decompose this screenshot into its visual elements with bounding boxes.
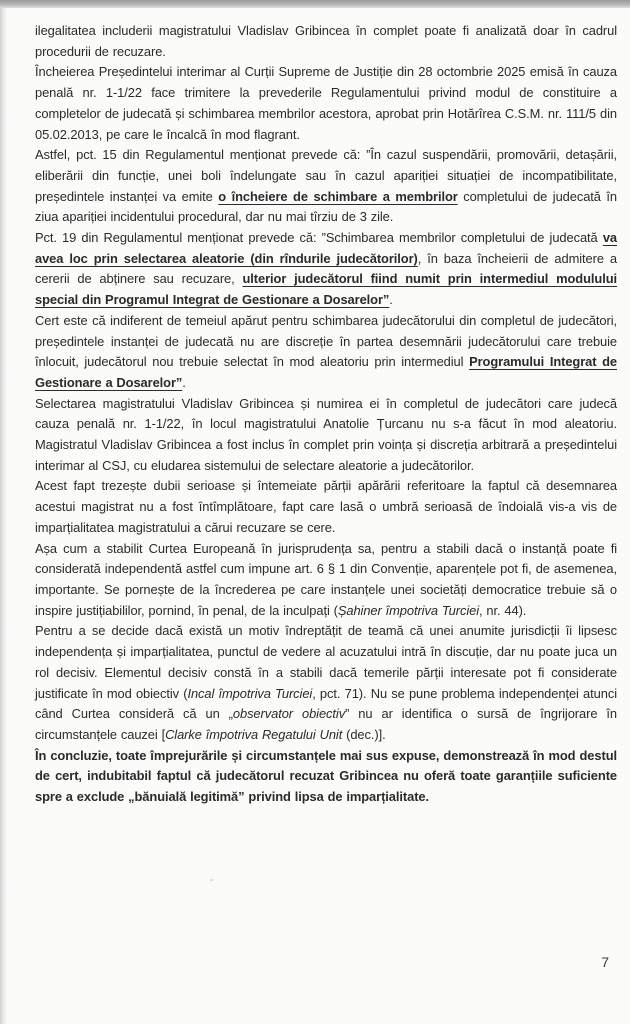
text-segment: ulterior judecătorul fiind numit prin intermediul modulului special din Programul Integrat de Gestionare a Dosarelor” bbox=[35, 271, 617, 308]
text-segment: Încheierea Președintelui interimar al Curții Supreme de Justiție din 28 octombrie 2025 emisă în cauza penală nr. 1-1/22 face trimitere la prevederile Regulamentului privind modul de constituire a completelor de judecată și schimbarea membrilor acestora, aprobat prin Hotărîrea C.S.M. nr. 111/5 din 05.02.2013, pe care le încalcă în mod flagrant. bbox=[35, 64, 617, 142]
text-segment: Clarke împotriva Regatului Unit bbox=[165, 726, 343, 742]
text-segment: . bbox=[182, 374, 186, 390]
text-segment: ilegalitatea includerii magistratului Vladislav Gribincea în complet poate fi analizată doar în cadrul procedurii de recuzare. bbox=[35, 23, 617, 59]
text-segment: Cert este că indiferent de temeiul apărut pentru schimbarea judecătorului din completul de judecători, președintele instanței de judecată nu are discreție în partea desemnării judecătorului care trebuie înlocuit, judecătorul nou trebuie selectat în mod aleatoriu prin intermediul bbox=[35, 312, 617, 370]
text-segment: o încheiere de schimbare a membrilor bbox=[218, 188, 458, 204]
text-segment: Șahiner împotriva Turciei bbox=[337, 602, 479, 618]
paragraph bbox=[35, 394, 617, 477]
text-segment: Selectarea magistratului Vladislav Gribincea și numirea ei în completul de judecători care judecă cauza penală nr. 1-1/22, în locul magistratului Anatolie Țurcanu nu s-a făcut în mod aleatoriu. Magistratul Vladislav Gribincea a fost inclus în complet prin voința și discreția arbitrară a președintelui interimar al CSJ, cu eludarea sistemului de selectare aleatorie a judecătorilor. bbox=[35, 395, 617, 473]
text-segment: ” nu ar identifica o sursă de îngrijorare în circumstanțele cauzei [ bbox=[35, 706, 618, 742]
document-body bbox=[35, 21, 617, 808]
paragraph bbox=[35, 746, 617, 808]
paragraph bbox=[35, 311, 617, 394]
text-segment: Pct. 19 din Regulamentul menționat prevede că: ”Schimbarea membrilor completului de judecată bbox=[35, 230, 603, 246]
text-segment: Pentru a se decide dacă există un motiv îndreptățit de teamă că unei anumite jurisdicții îi lipsesc independența și imparțialitatea, punctul de vedere al acuzatului intră în discuție, dar nu poate juca un rol decisiv. Elementul decisiv constă în a stabili dacă temerile părții interesate pot fi considerate justificate în mod obiectiv ( bbox=[35, 623, 617, 701]
scan-edge-left bbox=[0, 8, 7, 1024]
text-segment: Programului Integrat de Gestionare a Dosarelor” bbox=[35, 354, 618, 390]
text-segment: Acest fapt trezește dubii serioase și întemeiate părții apărării referitoare la faptul că desemnarea acestui magistrat nu a fost întîmplătoare, fapt care lasă o umbră serioasă de îndoială vis-a vis de imparțialitatea magistratului a cărui recuzare se cere. bbox=[35, 478, 617, 535]
text-segment: , pct. 71). Nu se pune problema independenței atunci când Curtea consideră că un „ bbox=[35, 685, 617, 722]
paragraph bbox=[35, 145, 617, 228]
text-segment: În concluzie, toate împrejurările și circumstanțele mai sus expuse, demonstrează în mod destul de cert, indubitabil faptul că judecătorul recuzat Gribincea nu oferă toate garanțiile suficiente spre a exclude „bănuială legitimă” privind lipsa de imparțialitate. bbox=[35, 747, 617, 805]
paragraph bbox=[35, 476, 617, 538]
paragraph bbox=[35, 539, 617, 622]
scan-edge-top bbox=[0, 0, 630, 8]
text-segment: va avea loc prin selectarea aleatorie (din rîndurile judecătorilor) bbox=[35, 230, 617, 266]
text-segment: . bbox=[389, 292, 393, 308]
paragraph bbox=[35, 228, 617, 311]
text-segment: , în baza încheierii de admitere a cererii de abținere sau recuzare, bbox=[35, 250, 617, 287]
text-segment: Așa cum a stabilit Curtea Europeană în jurisprudența sa, pentru a stabili dacă o instanță poate fi considerată independentă astfel cum impune art. 6 § 1 din Convenție, aparențele pot fi, de asemenea, importante. Se pornește de la încrederea pe care instanțele unei societăți democratice trebuie să o inspire justițiabililor, pornind, în penal, de la inculpați ( bbox=[35, 540, 617, 618]
paragraph bbox=[35, 21, 617, 62]
text-segment: observator obiectiv bbox=[232, 706, 346, 722]
text-segment: Incal împotriva Turciei bbox=[187, 685, 313, 701]
paragraph bbox=[35, 621, 617, 745]
text-segment: (dec.)]. bbox=[342, 726, 386, 742]
text-segment: , nr. 44). bbox=[479, 602, 527, 618]
text-segment: completului de judecată în ziua apariției incidentului procedural, dar nu mai tîrziu de 3 zile. bbox=[35, 188, 618, 225]
scan-smudge bbox=[210, 879, 213, 881]
paragraph bbox=[35, 62, 617, 145]
page-number: 7 bbox=[601, 954, 609, 970]
text-segment: Astfel, pct. 15 din Regulamentul menționat prevede că: ”În cazul suspendării, promovării, detașării, eliberării din funcție, unei boli îndelungate sau în cazul apariției situației de incompatibilitate, președintele instanței va emite bbox=[35, 147, 617, 204]
